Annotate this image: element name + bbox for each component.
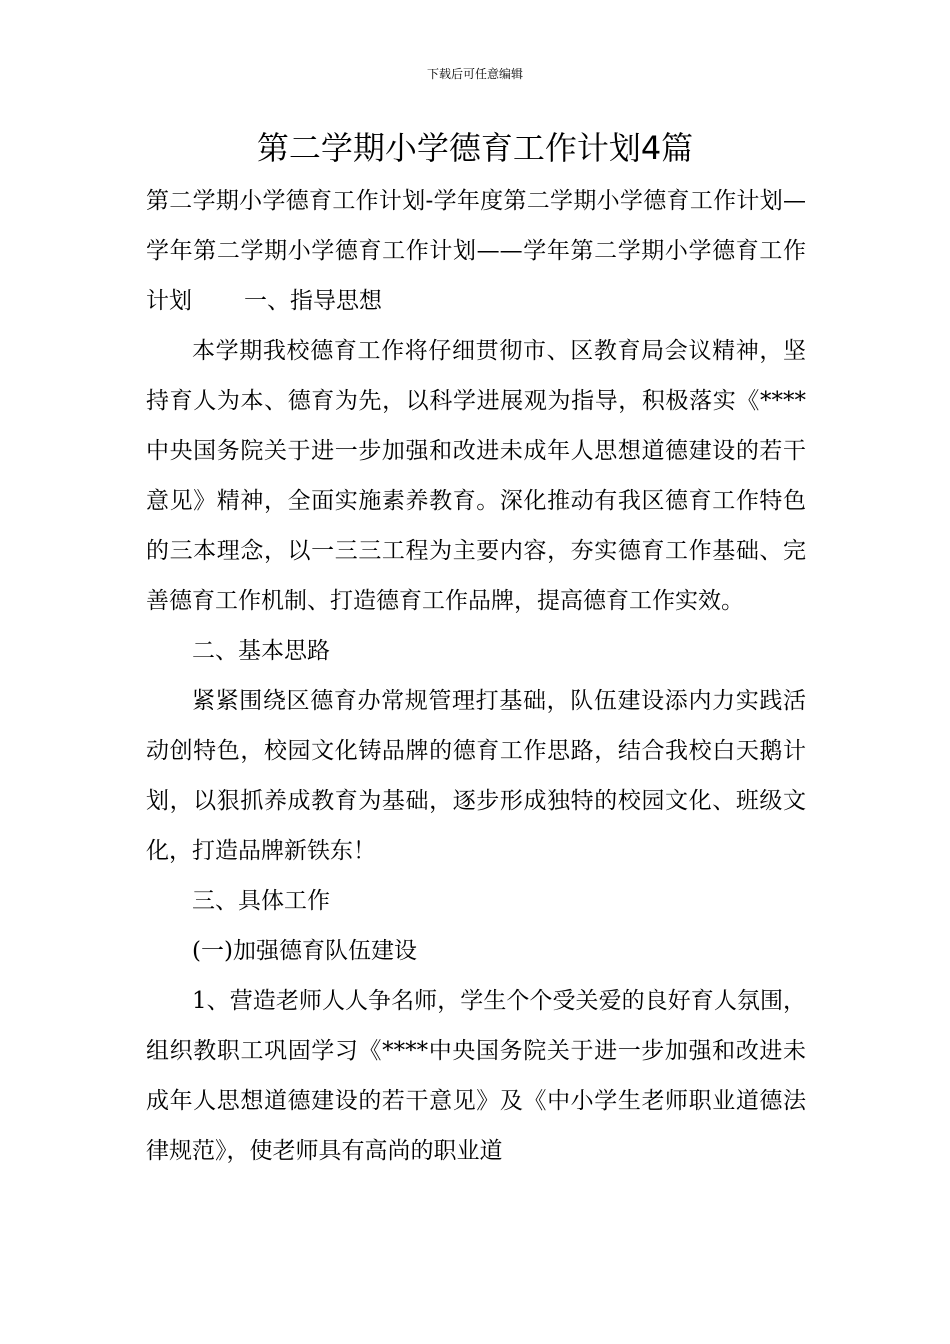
basic-approach-paragraph: 紧紧围绕区德育办常规管理打基础，队伍建设添内力实践活动创特色，校园文化铸品牌的德育工作思路，结合我校白天鹅计划，以狠抓养成教育为基础，逐步形成独特的校园文化、班级文化，打造品牌新铁东！ (146, 688, 806, 864)
section-heading-basic-approach: 二、基本思路 (192, 638, 330, 664)
subsection-heading-team-building: (一)加强德育队伍建设 (192, 938, 417, 964)
section-heading-guiding-thought: 一、指导思想 (244, 288, 382, 314)
intro-paragraph (146, 176, 806, 326)
item-1-paragraph: 1、营造老师人人争名师，学生个个受关爱的良好育人氛围，组织教职工巩固学习《****中央国务院关于进一步加强和改进未成年人思想道德建设的若干意见》及《中小学生老师职业道德法律规范》，使老师具有高尚的职业道 (146, 988, 806, 1164)
intro-text: 第二学期小学德育工作计划-学年度第二学期小学德育工作计划—学年第二学期小学德育工作计划——学年第二学期小学德育工作计划 (146, 188, 806, 314)
section-heading-specific-work: 三、具体工作 (192, 888, 330, 914)
document-body (146, 176, 806, 1176)
header-note: 下载后可任意编辑 (426, 67, 523, 81)
guiding-thought-paragraph: 本学期我校德育工作将仔细贯彻市、区教育局会议精神，坚持育人为本、德育为先，以科学进展观为指导，积极落实《****中央国务院关于进一步加强和改进未成年人思想道德建设的若干意见》精神，全面实施素养教育。深化推动有我区德育工作特色的三本理念，以一三三工程为主要内容，夯实德育工作基础、完善德育工作机制、打造德育工作品牌，提高德育工作实效。 (146, 338, 806, 614)
document-title: 第二学期小学德育工作计划4篇 (256, 129, 694, 167)
